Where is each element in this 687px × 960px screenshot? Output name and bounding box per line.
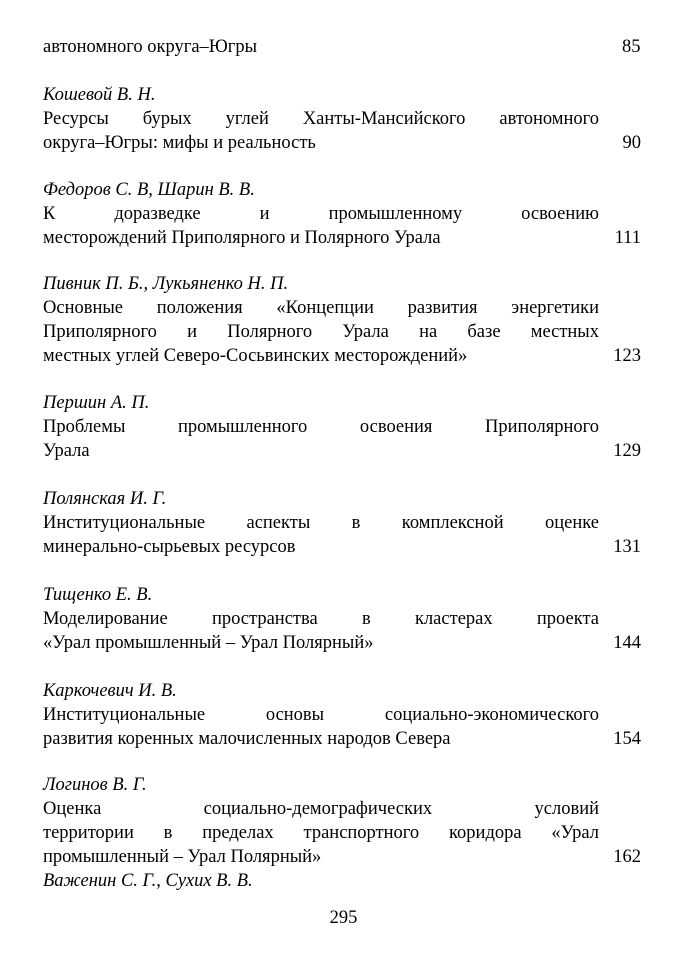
entry-page-number: 154 xyxy=(613,729,641,749)
title-line: К доразведке и промышленному освоению xyxy=(43,204,599,224)
entry-author: Полянская И. Г. xyxy=(43,489,167,509)
entry-title xyxy=(43,607,599,655)
continued-title: автономного округа–Югры xyxy=(43,37,258,57)
entry-page-number: 111 xyxy=(614,228,641,248)
entry-title xyxy=(43,511,599,559)
title-line: развития коренных малочисленных народов Севера xyxy=(43,729,451,749)
title-line: месторождений Приполярного и Полярного Урала xyxy=(43,228,441,248)
entry-author: Пивник П. Б., Лукьяненко Н. П. xyxy=(43,274,289,294)
entry-page-number: 123 xyxy=(613,346,641,366)
entry-title xyxy=(43,703,599,751)
toc-entry xyxy=(43,178,645,250)
next-entry-author: Важенин С. Г., Сухих В. В. xyxy=(43,871,253,891)
title-line: Проблемы промышленного освоения Приполярного xyxy=(43,417,599,437)
entry-author: Каркочевич И. В. xyxy=(43,681,177,701)
entry-author: Тищенко Е. В. xyxy=(43,585,153,605)
title-line: Оценка социально-демографических условий xyxy=(43,799,599,819)
entry-title xyxy=(43,797,599,869)
toc-entry xyxy=(43,272,645,368)
toc-entry xyxy=(43,679,645,751)
continued-page-number: 85 xyxy=(622,37,641,57)
title-line: промышленный – Урал Полярный» xyxy=(43,847,322,867)
entry-author: Федоров С. В, Шарин В. В. xyxy=(43,180,255,200)
entry-title xyxy=(43,415,599,463)
toc-entry xyxy=(43,391,645,463)
title-line: Приполярного и Полярного Урала на базе местных xyxy=(43,322,599,342)
entry-page-number: 162 xyxy=(613,847,641,867)
entry-page-number: 90 xyxy=(622,133,641,153)
title-line: местных углей Северо-Сосьвинских месторождений» xyxy=(43,346,468,366)
title-line: округа–Югры: мифы и реальность xyxy=(43,133,316,153)
title-line: Ресурсы бурых углей Ханты-Мансийского автономного xyxy=(43,109,599,129)
entry-author: Логинов В. Г. xyxy=(43,775,147,795)
title-line: минерально-сырьевых ресурсов xyxy=(43,537,296,557)
title-line: Моделирование пространства в кластерах проекта xyxy=(43,609,599,629)
entry-page-number: 144 xyxy=(613,633,641,653)
title-line: Урала xyxy=(43,441,90,461)
entry-page-number: 129 xyxy=(613,441,641,461)
entry-title xyxy=(43,296,599,368)
title-line: Институциональные аспекты в комплексной оценке xyxy=(43,513,599,533)
entry-page-number: 131 xyxy=(613,537,641,557)
entry-author: Кошевой В. Н. xyxy=(43,85,156,105)
page-folio: 295 xyxy=(329,908,358,928)
toc-entry xyxy=(43,83,645,155)
title-line: Основные положения «Концепции развития энергетики xyxy=(43,298,599,318)
title-line: «Урал промышленный – Урал Полярный» xyxy=(43,633,374,653)
title-line: территории в пределах транспортного коридора «Урал xyxy=(43,823,599,843)
toc-entry xyxy=(43,773,645,869)
entry-title xyxy=(43,107,599,155)
entry-title xyxy=(43,202,599,250)
entry-author: Першин А. П. xyxy=(43,393,150,413)
toc-entry xyxy=(43,487,645,559)
title-line: Институциональные основы социально-экономического xyxy=(43,705,599,725)
toc-entry xyxy=(43,583,645,655)
